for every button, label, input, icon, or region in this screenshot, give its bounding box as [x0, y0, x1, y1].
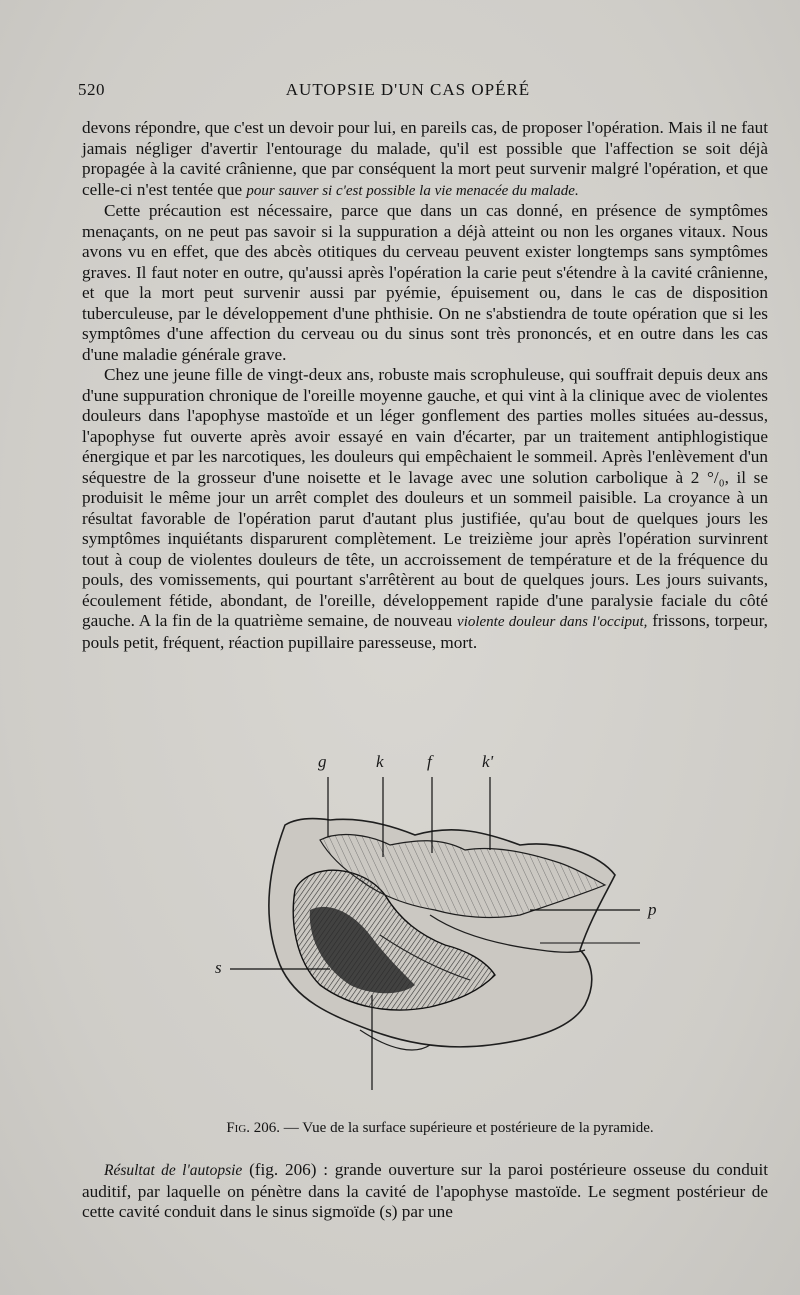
figure-label-p: p: [648, 900, 657, 919]
paragraph-1-italic: pour sauver si c'est possible la vie menacée du malade.: [246, 182, 579, 199]
figure-206: [200, 745, 660, 1100]
page-number: 520: [78, 80, 105, 99]
figure-label-f: f: [427, 752, 432, 771]
paragraph-3-italic: violente douleur dans l'occiput,: [457, 614, 648, 630]
running-head: [78, 80, 738, 104]
paragraph-1: [82, 118, 768, 201]
pyramid-illustration: [200, 745, 660, 1100]
caption-number: Fig. 206.: [226, 1120, 281, 1136]
figure-caption: [160, 1120, 720, 1137]
paragraph-4-text: (fig. 206) : grande ouverture sur la paroi postérieure osseuse du conduit auditif, par laquelle on pénètre dans la cavité de l'apophyse mastoïde. Le segment postérieur de cette cavité conduit dans le sinus sigmoïde (s) par une: [82, 1160, 769, 1221]
body-text: [82, 118, 768, 653]
paragraph-4: [82, 1160, 768, 1223]
caption-text: — Vue de la surface supérieure et postérieure de la pyramide.: [283, 1120, 654, 1136]
paragraph-1-text: devons répondre, que c'est un devoir pour lui, en pareils cas, de proposer l'opération. Mais il ne faut jamais négliger d'avertir l'entourage du malade, qu'il est possible que l'affection se soit déjà propagée à la cavité crânienne, que par conséquent la mort peut survenir malgré l'opération, et que celle-ci n'est tentée que: [82, 118, 768, 199]
figure-label-g: g: [318, 752, 327, 771]
running-title: AUTOPSIE D'UN CAS OPÉRÉ: [285, 80, 531, 99]
paragraph-4-italic: Résultat de l'autopsie: [104, 1162, 243, 1179]
paragraph-2: Cette précaution est nécessaire, parce que dans un cas donné, en présence de symptômes menaçants, on ne peut pas savoir si la suppuration a déjà atteint ou non les organes vitaux. Nous avons vu en effet, que des abcès otitiques du cerveau peuvent exister longtemps sans symptômes graves. Il faut noter en outre, qu'aussi après l'opération la carie peut s'étendre à la cavité crânienne, et que la mort peut survenir aussi par pyémie, épuisement ou, dans le cas de disposition tuberculeuse, par le développement d'une phthisie. On ne s'abstiendra de toute opération que si les symptômes d'une affection du cerveau ou du sinus sont très prononcés, et en outre dans les cas d'une maladie générale grave.: [82, 201, 768, 364]
paragraph-3-text: Chez une jeune fille de vingt-deux ans, robuste mais scrophuleuse, qui souffrait depuis deux ans d'une suppuration chronique de l'oreille moyenne gauche, et qui vint à la clinique avec de violentes douleurs dans l'apophyse mastoïde et un léger gonflement des parties molles situées au-dessus, l'apophyse fut ouverte après avoir essayé en vain d'écarter, par un traitement antiphlogistique énergique et par les narcotiques, les douleurs qui empêchaient le sommeil. Après l'enlèvement d'un séquestre de la grosseur d'une noisette et le lavage avec une solution carbolique à 2 °/₀, il se produisit le même jour un arrêt complet des douleurs et un sommeil paisible. La croyance à un résultat favorable de l'opération parut d'autant plus justifiée, qu'au bout de quelques jours les symptômes inquiétants disparurent complètement. Le treizième jour après l'opération survinrent tout à coup de violentes douleurs de tête, un accroissement de température et de la fréquence du pouls, des vomissements, qui pourtant s'arrêtèrent au bout de quelques jours. Les jours suivants, écoulement fétide, abondant, de l'oreille, développement rapide d'une paralysie faciale du côté gauche. A la fin de la quatrième semaine, de nouveau: [82, 365, 768, 630]
figure-label-s: s: [215, 958, 222, 977]
figure-label-k-prime: k': [482, 752, 494, 771]
paragraph-3: [82, 365, 768, 653]
bottom-text: [82, 1160, 768, 1223]
paragraph-3-tail: frissons, torpeur, pouls petit, fréquent, réaction pupillaire paresseuse, mort.: [82, 611, 768, 652]
figure-label-k: k: [376, 752, 384, 771]
